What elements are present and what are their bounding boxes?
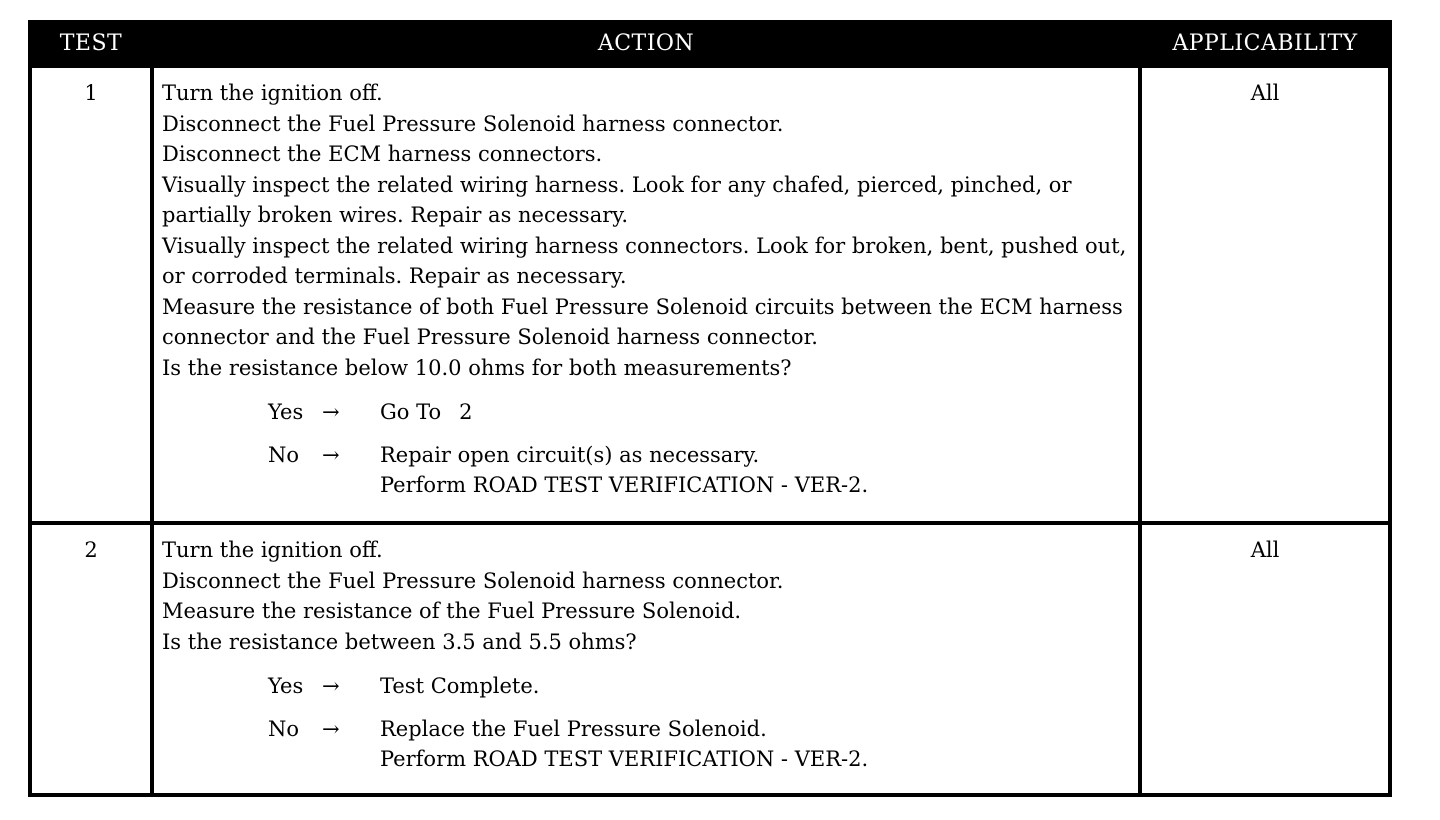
test-number: 1 [84,81,98,105]
applicability-value: All [1250,81,1280,105]
table-header [32,24,1388,64]
column-divider [1138,68,1142,521]
outcome-line: Perform ROAD TEST VERIFICATION - VER-2. [380,747,869,771]
action-question: Is the resistance between 3.5 and 5.5 ohms? [162,629,637,654]
action-step: Visually inspect the related wiring harness. Look for any chafed, pierced, pinched, or partially broken wires. Repair as necessary. [162,172,1072,227]
outcome-no [268,714,1132,775]
table-row [32,64,1388,521]
outcome-label: No [268,442,300,467]
header-applicability: APPLICABILITY [1172,31,1358,56]
outcome-line: Repair open circuit(s) as necessary. [380,442,760,467]
outcome-text [380,714,1132,775]
goto-link[interactable]: 2 [459,400,473,424]
right-arrow-icon: → [322,674,340,698]
outcome-yes [268,397,1132,428]
test-number: 2 [84,538,98,562]
outcome-line: Replace the Fuel Pressure Solenoid. [380,716,767,741]
column-divider [1138,525,1142,797]
action-cell [162,78,1132,513]
column-divider [150,525,154,797]
outcome-label: Yes [268,674,304,698]
action-cell [162,535,1132,787]
outcome-no [268,440,1132,501]
right-arrow-icon: → [322,716,340,741]
action-question: Is the resistance below 10.0 ohms for both measurements? [162,355,792,380]
diagnostic-table [28,20,1392,797]
action-step: Turn the ignition off. [162,538,383,562]
action-step: Disconnect the Fuel Pressure Solenoid harness connector. [162,111,784,136]
outcomes [268,671,1132,775]
right-arrow-icon: → [322,400,340,424]
applicability-value: All [1250,538,1280,562]
action-step: Disconnect the Fuel Pressure Solenoid harness connector. [162,568,784,593]
outcome-label: Yes [268,400,304,424]
goto-label: Go To [380,400,442,424]
column-divider [150,68,154,521]
header-action: ACTION [597,31,695,56]
action-step: Measure the resistance of both Fuel Pressure Solenoid circuits between the ECM harness connector and the Fuel Pressure Solenoid harness connector. [162,294,1123,349]
header-test: TEST [59,31,123,56]
outcomes [268,397,1132,501]
action-step: Disconnect the ECM harness connectors. [162,142,603,166]
outcome-label: No [268,716,300,741]
action-step: Measure the resistance of the Fuel Pressure Solenoid. [162,599,742,623]
action-step: Visually inspect the related wiring harness connectors. Look for broken, bent, pushed out, or corroded terminals. Repair as necessary. [162,233,1127,288]
outcome-line: Perform ROAD TEST VERIFICATION - VER-2. [380,473,869,497]
outcome-text [380,440,1132,501]
right-arrow-icon: → [322,442,340,467]
outcome-yes [268,671,1132,702]
table-row [32,521,1388,797]
action-step: Turn the ignition off. [162,81,383,105]
outcome-text [380,397,1132,428]
outcome-text: Test Complete. [380,674,540,698]
